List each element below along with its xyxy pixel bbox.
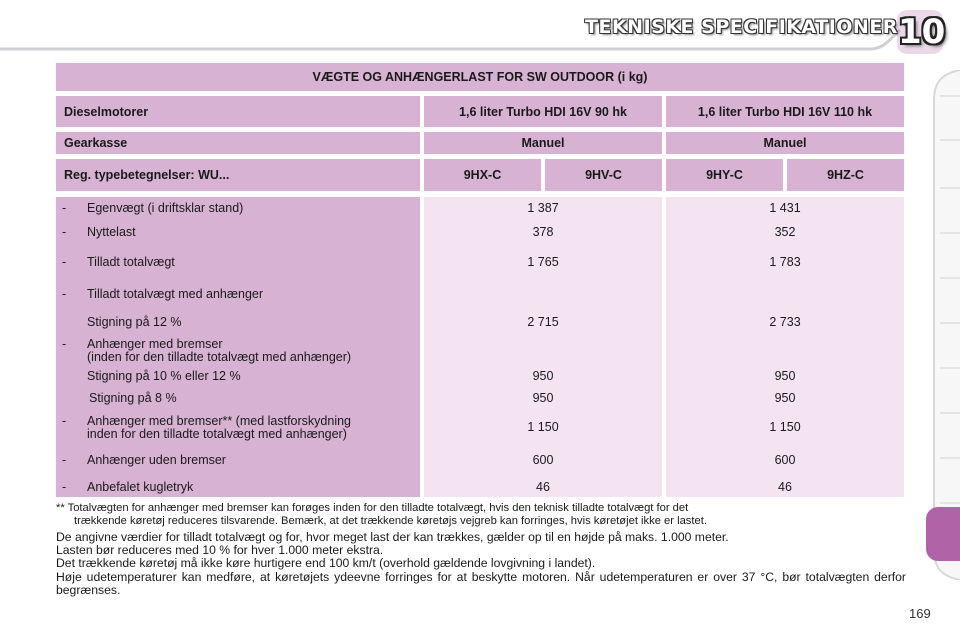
row-value-b: 46 [778,480,792,494]
engine-label: Dieselmotorer [56,96,420,127]
engine-a: 1,6 liter Turbo HDI 16V 90 hk [424,96,662,127]
row-value-b: 950 [774,369,796,383]
row-value-b: 1 431 [769,201,801,215]
footnote [56,502,906,528]
note-paragraph: Lasten bør reduceres med 10 % for hver 1.000 meter ekstra. [56,543,384,558]
gearbox-a: Manuel [424,132,662,154]
row-value-b: 2 733 [769,315,801,329]
reg-label: Reg. typebetegnelser: WU... [56,159,420,191]
row-label: Stigning på 10 % eller 12 % [87,369,241,383]
chapter-title: TEKNISKE SPECIFIKATIONER [585,16,898,38]
reg-code: 9HX-C [424,159,541,191]
row-value-b: 600 [774,453,796,467]
row-label: Stigning på 12 % [87,315,182,329]
note-paragraph: De angivne værdier for tilladt totalvægt og for, hvor meget last der kan trækkes, gælder op til en højde på maks. 1.000 meter. [56,530,729,544]
chapter-number: 10 [898,12,946,52]
reg-code: 9HZ-C [787,159,904,191]
row-label: Anhænger uden bremser [87,453,226,467]
row-value-a: 378 [532,225,554,239]
row-value-b: 1 150 [769,420,801,434]
footnote-line1: ** Totalvægten for anhænger med bremser kan forøges inden for den tilladte totalvægt, hvis den teknisk tilladte totalvægt for det [56,502,689,514]
row-label: Anhænger med bremser [87,337,223,351]
row-label-line2: (inden for den tilladte totalvægt med anhænger) [87,350,352,364]
engine-b: 1,6 liter Turbo HDI 16V 110 hk [666,96,904,127]
reg-code: 9HY-C [666,159,783,191]
row-dash: - [62,201,67,215]
gearbox-row [56,132,904,154]
row-value-b: 950 [774,391,796,405]
gearbox-label: Gearkasse [56,132,420,154]
row-label: Tilladt totalvægt [87,255,175,269]
page-number: 169 [909,606,931,621]
row-label: Nyttelast [87,225,136,239]
row-label: Anbefalet kugletryk [87,480,194,494]
row-value-a: 2 715 [527,315,559,329]
row-value-b: 352 [774,225,796,239]
side-tab-strip [926,70,960,580]
row-label: Stigning på 8 % [89,391,177,405]
row-dash: - [62,255,67,269]
row-dash: - [62,480,67,494]
row-label: Anhænger med bremser** (med lastforskydning [87,414,352,428]
gearbox-b: Manuel [666,132,904,154]
row-value-a: 1 150 [527,420,559,434]
row-dash: - [62,287,67,301]
row-dash: - [62,414,67,428]
engine-row [56,96,904,127]
reg-row [56,159,904,191]
note-paragraph: Høje udetemperaturer kan medføre, at køretøjets ydeevne forringes for at beskytte motoren. Når udetemperaturen er over 37 °C, bør totalvægten derfor begrænses. [56,569,906,597]
row-value-a: 1 765 [527,255,559,269]
footnote-line2: trækkende køretøj reduceres tilsvarende. Bemærk, at det trækkende køretøjs vejgreb kan forringes, hvis køretøjet ikke er lastet. [74,515,707,527]
row-value-a: 950 [532,391,554,405]
row-dash: - [62,225,67,239]
reg-code: 9HV-C [545,159,662,191]
chapter-tab-active[interactable] [926,507,960,561]
row-value-a: 1 387 [527,201,559,215]
row-value-b: 1 783 [769,255,801,269]
table-title: VÆGTE OG ANHÆNGERLAST FOR SW OUTDOOR (i kg) [56,63,904,91]
row-dash: - [62,337,67,351]
table-body-col-b [666,197,904,497]
row-label-line2: inden for den tilladte totalvægt med anhænger) [87,427,347,441]
row-value-a: 950 [532,369,554,383]
table-body-col-a [424,197,662,497]
row-label: Tilladt totalvægt med anhænger [87,287,264,301]
row-value-a: 600 [532,453,554,467]
row-dash: - [62,453,67,467]
row-label: Egenvægt (i driftsklar stand) [87,201,244,215]
table-title-row [56,63,904,91]
row-value-a: 46 [536,480,550,494]
note-paragraph: Det trækkende køretøj må ikke køre hurtigere end 100 km/t (overhold gældende lovgivning i landet). [56,556,596,571]
notes-section [56,531,906,597]
